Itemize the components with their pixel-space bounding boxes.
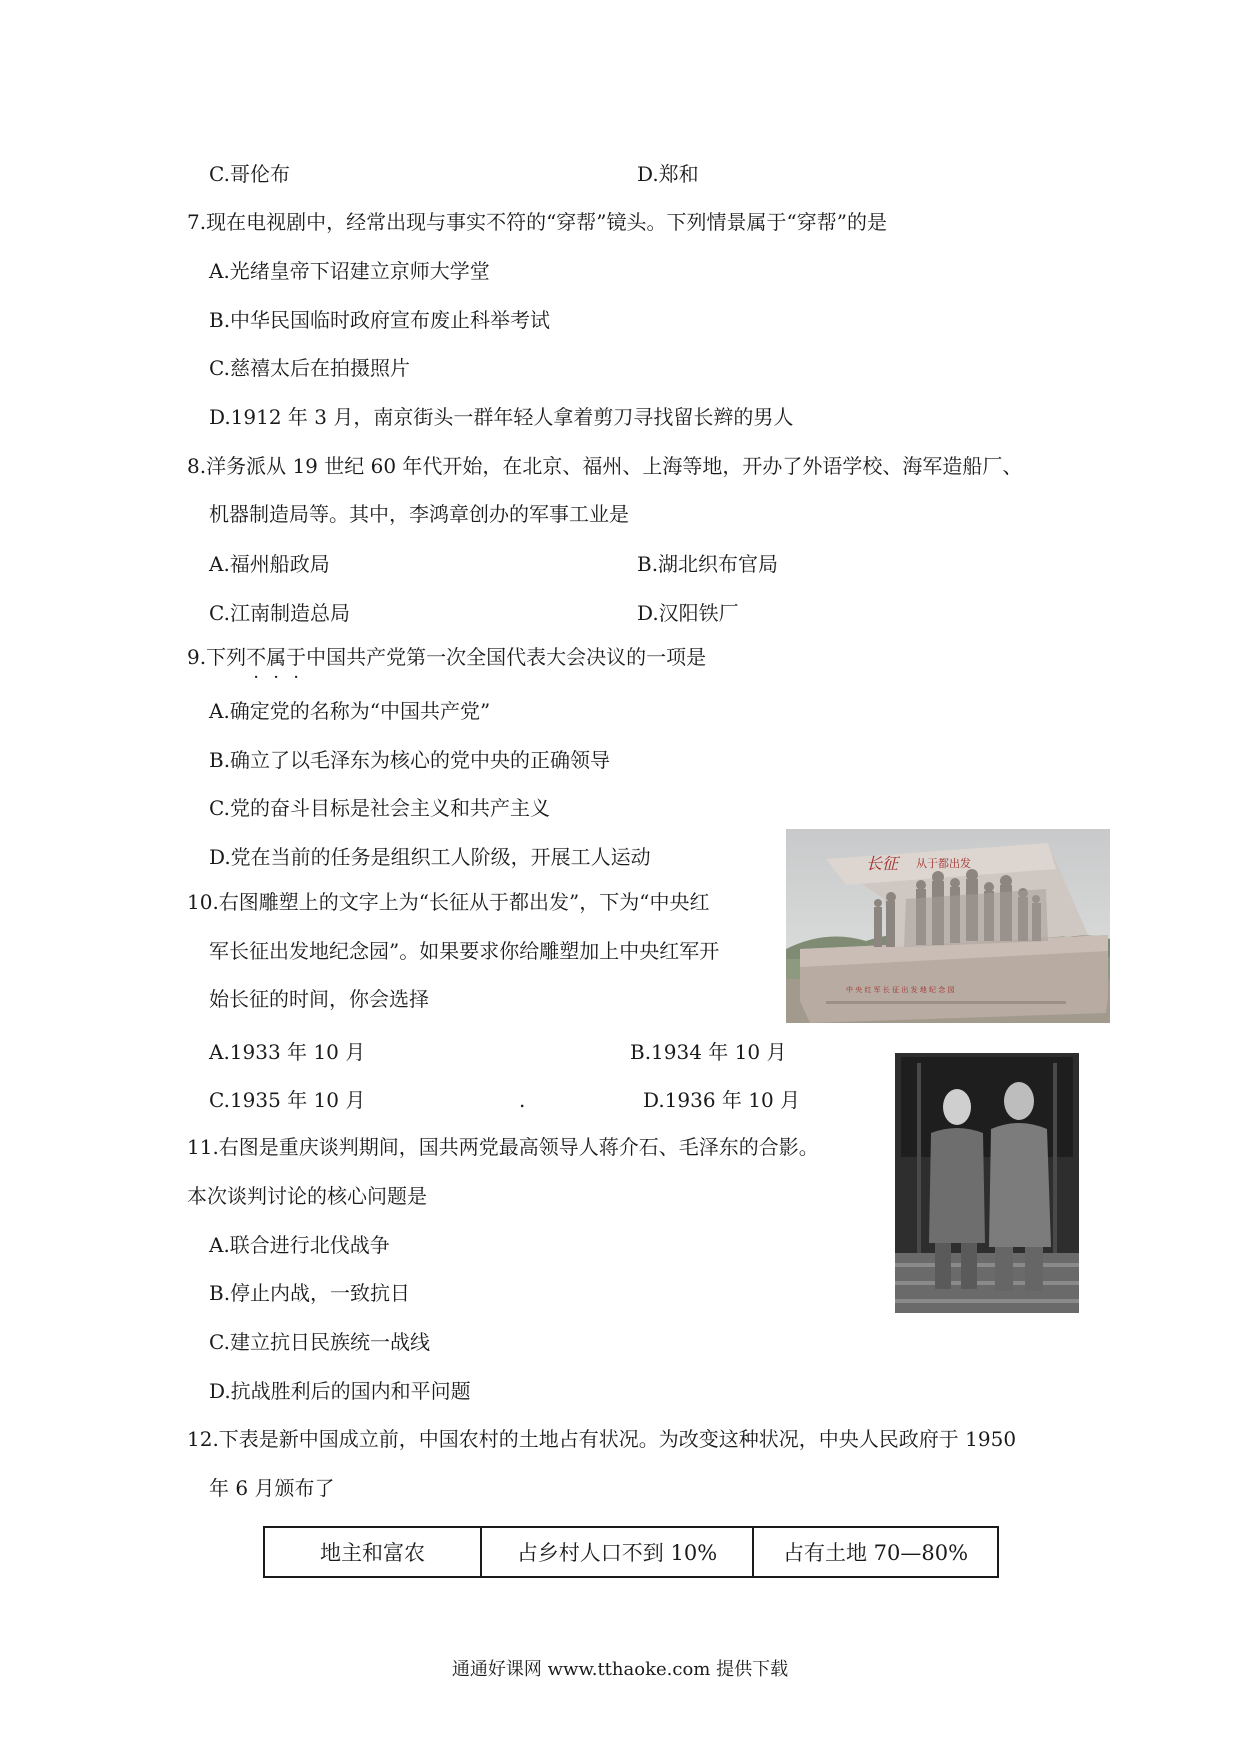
table-row <box>264 1527 998 1577</box>
q6-option-c: C.哥伦布 <box>209 162 290 186</box>
q9-stem <box>187 643 706 671</box>
q12-stem-line1: 12.下表是新中国成立前，中国农村的土地占有状况。为改变这种状况，中央人民政府于 1950 <box>187 1427 1017 1451</box>
q9-option-a: A.确定党的名称为“中国共产党” <box>209 699 491 723</box>
q11-stem-line1: 11.右图是重庆谈判期间，国共两党最高领导人蒋介石、毛泽东的合影。 <box>187 1135 819 1159</box>
q8-option-d: D.汉阳铁厂 <box>637 601 739 625</box>
q11-option-a: A.联合进行北伐战争 <box>209 1233 390 1257</box>
q8-option-b: B.湖北织布官局 <box>637 552 779 576</box>
monument-inscription: 从于都出发 <box>916 857 971 870</box>
q11-option-b: B.停止内战，一致抗日 <box>209 1281 411 1305</box>
stray-mark: . <box>519 1088 526 1112</box>
q10-option-d: D.1936 年 10 月 <box>643 1088 801 1112</box>
q9-option-d: D.党在当前的任务是组织工人阶级，开展工人运动 <box>209 845 651 869</box>
table-cell: 占乡村人口不到 10% <box>481 1527 753 1577</box>
q9-option-c: C.党的奋斗目标是社会主义和共产主义 <box>209 796 550 820</box>
svg-text:长征: 长征 <box>866 854 899 873</box>
q7-option-b: B.中华民国临时政府宣布废止科举考试 <box>209 308 551 332</box>
q9-stem-prefix: 9.下列 <box>187 645 247 669</box>
q10-option-a: A.1933 年 10 月 <box>209 1040 366 1064</box>
q6-option-d: D.郑和 <box>637 162 699 186</box>
q10-stem-line1: 10.右图雕塑上的文字上为“长征从于都出发”，下为“中央红 <box>187 890 710 914</box>
q9-emphasis-char: 属 <box>266 645 287 669</box>
q10-stem-line3: 始长征的时间，你会选择 <box>209 987 429 1011</box>
q11-option-c: C.建立抗日民族统一战线 <box>209 1330 430 1354</box>
svg-text:中 央 红 军 长 征 出 发 地 纪 念 园: 中 央 红 军 长 征 出 发 地 纪 念 园 <box>846 986 955 994</box>
q7-option-a: A.光绪皇帝下诏建立京师大学堂 <box>209 259 490 283</box>
q11-option-d: D.抗战胜利后的国内和平问题 <box>209 1379 471 1403</box>
q8-stem-line2: 机器制造局等。其中，李鸿章创办的军事工业是 <box>209 502 629 526</box>
q7-option-d: D.1912 年 3 月，南京街头一群年轻人拿着剪刀寻找留长辫的男人 <box>209 405 794 429</box>
chongqing-photo <box>895 1053 1079 1313</box>
table-cell: 地主和富农 <box>264 1527 481 1577</box>
table-cell: 占有土地 70—80% <box>753 1527 998 1577</box>
q12-stem-line2: 年 6 月颁布了 <box>209 1476 335 1500</box>
q10-stem-line2: 军长征出发地纪念园”。如果要求你给雕塑加上中央红军开 <box>209 939 720 963</box>
q9-emphasis-char: 于 <box>286 645 307 669</box>
q9-emphasis-char: 不 <box>246 645 267 669</box>
q11-stem-line2: 本次谈判讨论的核心问题是 <box>187 1184 427 1208</box>
q7-stem: 7.现在电视剧中，经常出现与事实不符的“穿帮”镜头。下列情景属于“穿帮”的是 <box>187 210 887 234</box>
q8-option-c: C.江南制造总局 <box>209 601 350 625</box>
q10-option-b: B.1934 年 10 月 <box>630 1040 787 1064</box>
q7-option-c: C.慈禧太后在拍摄照片 <box>209 356 410 380</box>
q9-stem-suffix: 中国共产党第一次全国代表大会决议的一项是 <box>306 645 707 669</box>
q9-option-b: B.确立了以毛泽东为核心的党中央的正确领导 <box>209 748 611 772</box>
q8-stem-line1: 8.洋务派从 19 世纪 60 年代开始，在北京、福州、上海等地，开办了外语学校、海军造船厂、 <box>187 454 1023 478</box>
q10-option-c: C.1935 年 10 月 <box>209 1088 366 1112</box>
page-footer: 通通好课网 www.tthaoke.com 提供下载 <box>451 1659 789 1680</box>
monument-photo <box>786 829 1110 1023</box>
q8-option-a: A.福州船政局 <box>209 552 330 576</box>
land-ownership-table <box>263 1526 999 1578</box>
